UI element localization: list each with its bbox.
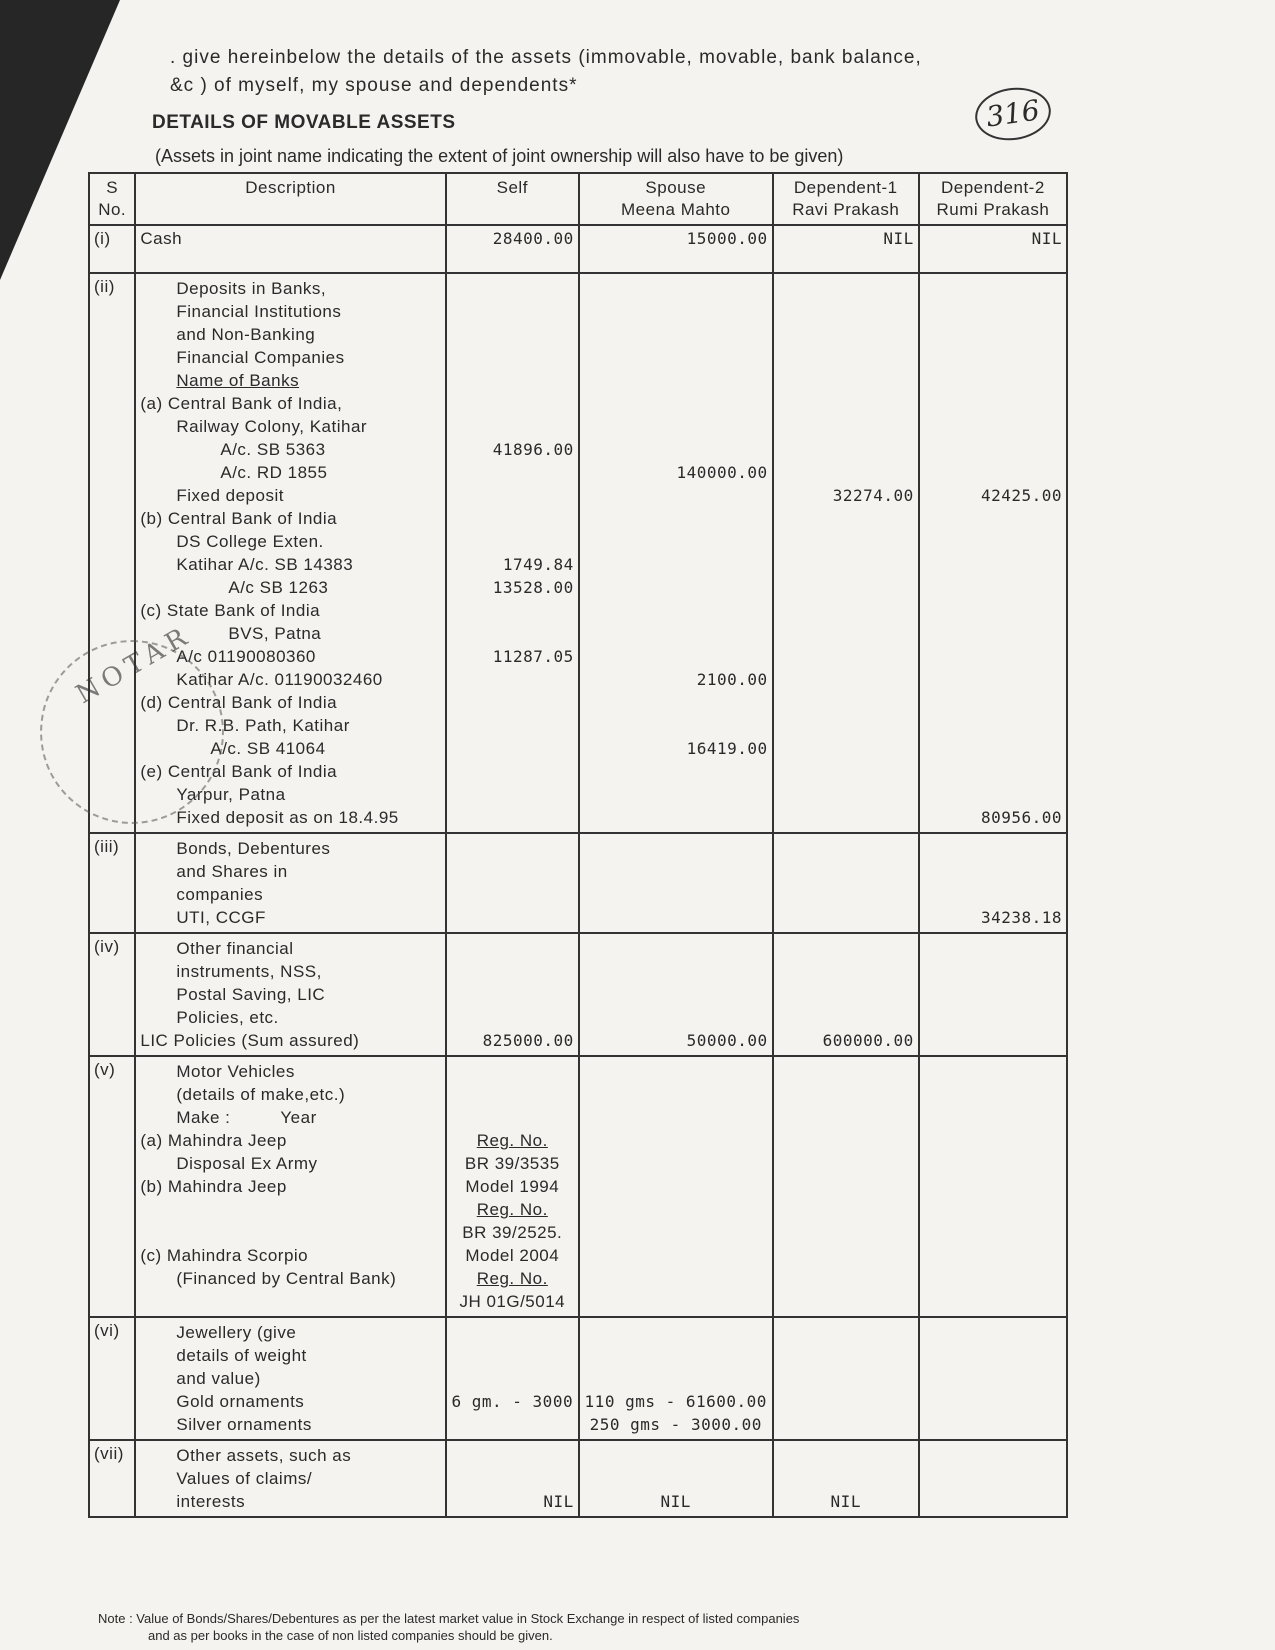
bank-d-account: A/c. SB 41064 (210, 739, 326, 758)
jewellery-description (135, 1317, 445, 1440)
table-row (89, 225, 1067, 273)
vehicle-c-detail: (Financed by Central Bank) (176, 1269, 397, 1288)
bank-e-dep2-value: 80956.00 (980, 808, 1062, 827)
intro-line-2: &c ) of myself, my spouse and dependents* (170, 75, 578, 96)
deposits-dep1 (773, 273, 919, 833)
deposits-spouse (579, 273, 773, 833)
financial-line-5: LIC Policies (Sum assured) (140, 1031, 360, 1050)
bank-b-account-1: Katihar A/c. SB 14383 (176, 555, 354, 574)
bonds-dep1 (773, 833, 919, 933)
jewellery-self-value: 6 gm. - 3000 (451, 1392, 574, 1411)
financial-line-1: Other financial (176, 939, 294, 958)
other-assets-line-3: interests (176, 1492, 246, 1511)
bank-e-name: (e) Central Bank of India (140, 762, 338, 781)
deposits-heading-4: Financial Companies (176, 348, 345, 367)
bank-a-spouse-value: 140000.00 (676, 463, 768, 482)
vehicles-spouse (579, 1056, 773, 1317)
header-dep1-line2: Ravi Prakash (792, 200, 900, 219)
cash-self: 28400.00 (446, 225, 579, 273)
deposits-heading-3: and Non-Banking (176, 325, 316, 344)
other-assets-line-1: Other assets, such as (176, 1446, 352, 1465)
row-sno: (vi) (89, 1317, 135, 1440)
section-heading: DETAILS OF MOVABLE ASSETS (152, 112, 456, 133)
header-sno-line2: No. (98, 200, 127, 219)
other-assets-self (446, 1440, 579, 1517)
footnote-line-2: and as per books in the case of non listed companies should be given. (148, 1628, 553, 1643)
other-assets-line-2: Values of claims/ (176, 1469, 313, 1488)
bank-c-branch: BVS, Patna (228, 624, 322, 643)
reg-number-3: JH 01G/5014 (459, 1292, 566, 1311)
header-sno-line1: S (106, 178, 119, 197)
bank-a-name: (a) Central Bank of India, (140, 394, 343, 413)
other-assets-spouse (579, 1440, 773, 1517)
cash-dep2: NIL (919, 225, 1067, 273)
row-sno: (i) (89, 225, 135, 273)
table-row (89, 1056, 1067, 1317)
header-dep2-line1: Dependent-2 (941, 178, 1045, 197)
vehicles-dep2 (919, 1056, 1067, 1317)
jewellery-spouse (579, 1317, 773, 1440)
header-dep2-line2: Rumi Prakash (936, 200, 1050, 219)
financial-self (446, 933, 579, 1056)
section-subheading: (Assets in joint name indicating the extent of joint ownership will also have to be given) (155, 146, 844, 166)
row-sno: (v) (89, 1056, 135, 1317)
header-spouse-line1: Spouse (645, 178, 707, 197)
table-row (89, 933, 1067, 1056)
reg-label-2: Reg. No. (476, 1200, 548, 1219)
vehicles-line-1: Motor Vehicles (176, 1062, 295, 1081)
row-sno: (iv) (89, 933, 135, 1056)
vehicle-a: (a) Mahindra Jeep (140, 1131, 287, 1150)
jewellery-dep1 (773, 1317, 919, 1440)
model-1: Model 1994 (465, 1177, 560, 1196)
reg-label-1: Reg. No. (476, 1131, 548, 1150)
bank-a-self-value: 41896.00 (492, 440, 574, 459)
reg-number-2: BR 39/2525. (462, 1223, 563, 1242)
footnote (98, 1610, 1058, 1644)
cash-spouse: 15000.00 (579, 225, 773, 273)
bank-e-fixed-deposit: Fixed deposit as on 18.4.95 (176, 808, 399, 827)
jewellery-line-1: Jewellery (give (176, 1323, 297, 1342)
vehicle-a-detail: Disposal Ex Army (176, 1154, 318, 1173)
jewellery-line-3: and value) (176, 1369, 261, 1388)
bank-c-name: (c) State Bank of India (140, 601, 321, 620)
deposits-heading-1: Deposits in Banks, (176, 279, 327, 298)
cash-dep1: NIL (773, 225, 919, 273)
financial-dep1 (773, 933, 919, 1056)
jewellery-silver: Silver ornaments (176, 1415, 312, 1434)
financial-dep1-value: 600000.00 (822, 1031, 914, 1050)
handwritten-page-number: 316 (972, 83, 1054, 145)
bank-a-fixed-deposit: Fixed deposit (176, 486, 284, 505)
header-dependent-2 (919, 173, 1067, 225)
bank-b-account-2: A/c SB 1263 (228, 578, 329, 597)
row-sno: (ii) (89, 273, 135, 833)
bank-b-self-value-2: 13528.00 (492, 578, 574, 597)
other-assets-self-value: NIL (543, 1492, 574, 1511)
bonds-line-4: UTI, CCGF (176, 908, 266, 927)
financial-line-2: instruments, NSS, (176, 962, 322, 981)
other-assets-spouse-value: NIL (660, 1492, 691, 1511)
other-assets-description (135, 1440, 445, 1517)
bonds-dep2 (919, 833, 1067, 933)
other-assets-dep1 (773, 1440, 919, 1517)
vehicle-c: (c) Mahindra Scorpio (140, 1246, 309, 1265)
make-label: Make : (176, 1108, 231, 1127)
row-sno: (iii) (89, 833, 135, 933)
table-row (89, 1440, 1067, 1517)
table-header-row (89, 173, 1067, 225)
movable-assets-table (88, 172, 1068, 1518)
bonds-line-3: companies (176, 885, 264, 904)
jewellery-gold: Gold ornaments (176, 1392, 305, 1411)
bank-c-account-1: A/c 01190080360 (176, 647, 316, 666)
bank-a-dep2-value: 42425.00 (980, 486, 1062, 505)
financial-description (135, 933, 445, 1056)
bonds-line-2: and Shares in (176, 862, 288, 881)
deposits-dep2 (919, 273, 1067, 833)
header-spouse (579, 173, 773, 225)
row-description: Cash (135, 225, 445, 273)
financial-spouse-value: 50000.00 (686, 1031, 768, 1050)
bank-b-branch: DS College Exten. (176, 532, 324, 551)
jewellery-dep2 (919, 1317, 1067, 1440)
financial-spouse (579, 933, 773, 1056)
financial-self-value: 825000.00 (482, 1031, 574, 1050)
vehicles-self (446, 1056, 579, 1317)
bank-a-dep1-value: 32274.00 (832, 486, 914, 505)
bank-e-branch: Yarpur, Patna (176, 785, 286, 804)
bank-a-branch: Railway Colony, Katihar (176, 417, 368, 436)
other-assets-dep2 (919, 1440, 1067, 1517)
bank-d-branch: Dr. R.B. Path, Katihar (176, 716, 350, 735)
bank-d-spouse-value: 16419.00 (686, 739, 768, 758)
bank-c-self-value: 11287.05 (492, 647, 574, 666)
header-dep1-line1: Dependent-1 (793, 178, 898, 197)
jewellery-spouse-silver: 250 gms - 3000.00 (589, 1415, 762, 1434)
header-spouse-line2: Meena Mahto (621, 200, 731, 219)
header-sno (89, 173, 135, 225)
table-row (89, 833, 1067, 933)
deposits-heading-5: Name of Banks (176, 371, 300, 390)
deposits-self (446, 273, 579, 833)
vehicle-b: (b) Mahindra Jeep (140, 1177, 287, 1196)
header-self: Self (446, 173, 579, 225)
model-2: Model 2004 (465, 1246, 560, 1265)
deposits-heading-2: Financial Institutions (176, 302, 342, 321)
financial-line-3: Postal Saving, LIC (176, 985, 326, 1004)
bank-b-name: (b) Central Bank of India (140, 509, 338, 528)
header-dependent-1 (773, 173, 919, 225)
vehicles-line-2: (details of make,etc.) (176, 1085, 346, 1104)
intro-line-1: . give hereinbelow the details of the assets (immovable, movable, bank balance, (170, 47, 922, 68)
reg-label-3: Reg. No. (476, 1269, 548, 1288)
other-assets-dep1-value: NIL (830, 1492, 861, 1511)
footnote-line-1: Note : Value of Bonds/Shares/Debentures as per the latest market value in Stock Exchange in respect of listed companies (98, 1611, 800, 1626)
vehicles-dep1 (773, 1056, 919, 1317)
bank-c-spouse-value: 2100.00 (696, 670, 768, 689)
financial-dep2 (919, 933, 1067, 1056)
bank-c-account-2: Katihar A/c. 01190032460 (176, 670, 383, 689)
bank-a-account-1: A/c. SB 5363 (220, 440, 326, 459)
bonds-line-1: Bonds, Debentures (176, 839, 331, 858)
header-description: Description (135, 173, 445, 225)
notary-stamp-text: NOTAR (71, 619, 198, 711)
bonds-dep2-value: 34238.18 (980, 908, 1062, 927)
bonds-spouse (579, 833, 773, 933)
reg-number-1: BR 39/3535 (464, 1154, 560, 1173)
bonds-self (446, 833, 579, 933)
vehicles-description (135, 1056, 445, 1317)
vehicles-line-3 (140, 1106, 440, 1129)
jewellery-spouse-gold: 110 gms - 61600.00 (584, 1392, 767, 1411)
financial-line-4: Policies, etc. (176, 1008, 279, 1027)
bank-a-account-2: A/c. RD 1855 (220, 463, 328, 482)
year-label: Year (280, 1108, 317, 1127)
bonds-description (135, 833, 445, 933)
bank-b-self-value-1: 1749.84 (502, 555, 574, 574)
jewellery-self (446, 1317, 579, 1440)
row-sno: (vii) (89, 1440, 135, 1517)
intro-text (170, 44, 922, 100)
jewellery-line-2: details of weight (176, 1346, 307, 1365)
bank-d-name: (d) Central Bank of India (140, 693, 338, 712)
table-row (89, 273, 1067, 833)
table-row (89, 1317, 1067, 1440)
